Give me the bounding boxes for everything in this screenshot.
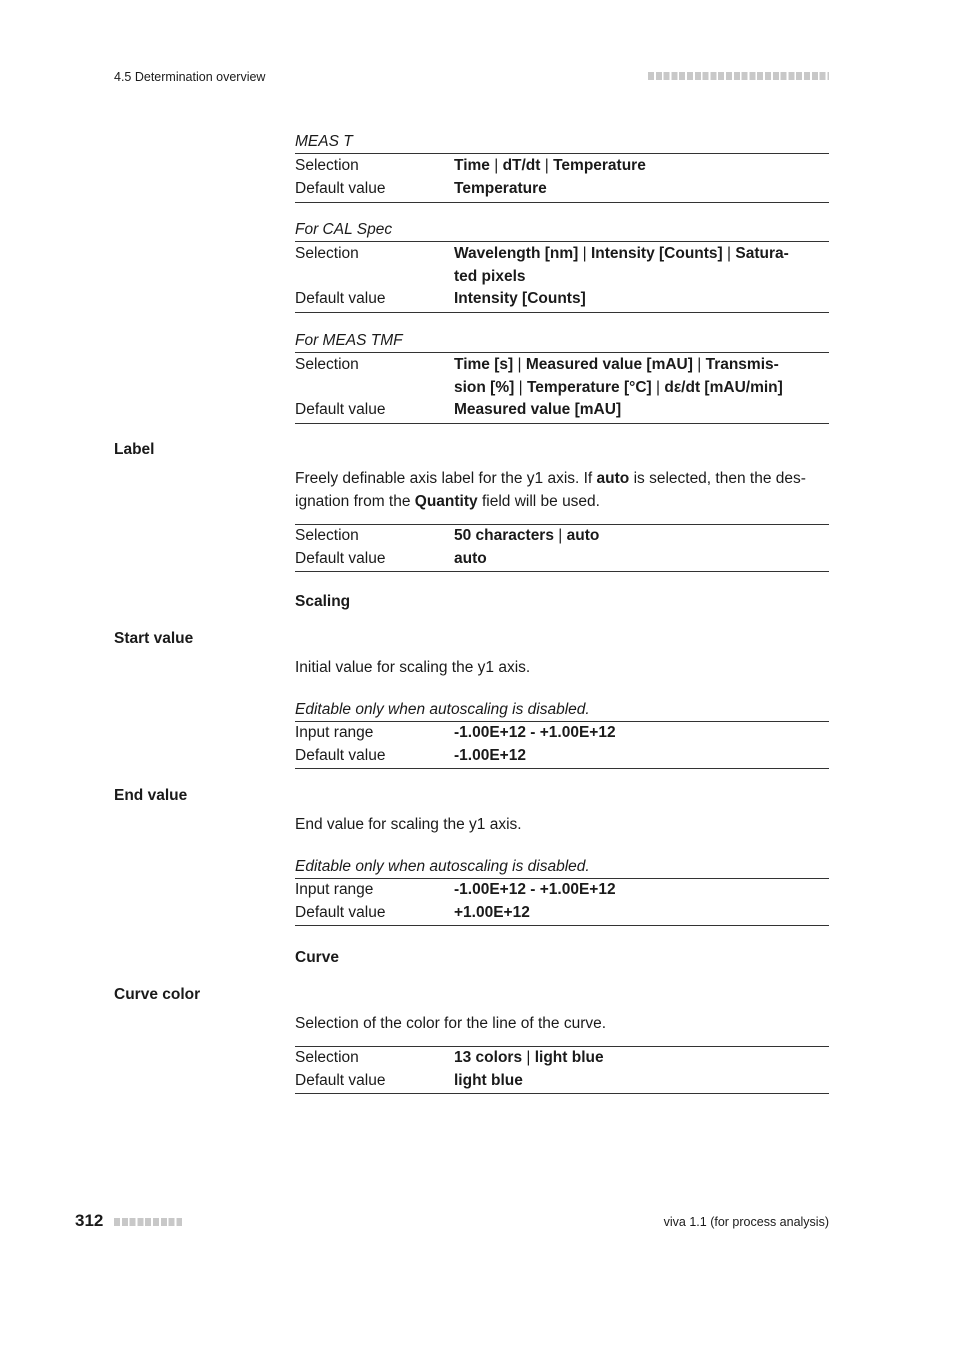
table-caption: MEAS T	[295, 133, 353, 150]
table-caption: Editable only when autoscaling is disabled.	[295, 858, 590, 875]
default-row: Default value Temperature	[295, 179, 547, 197]
meas-tmf-table	[295, 330, 829, 424]
end-value-heading: End value	[114, 787, 188, 804]
selection-row: Selection Time | dT/dt | Temperature	[295, 157, 646, 174]
table-caption: For CAL Spec	[295, 221, 393, 238]
default-row: Default value auto	[295, 549, 487, 567]
page-number: 312	[75, 1211, 104, 1230]
default-row: Default value +1.00E+12	[295, 903, 530, 921]
header-decoration	[648, 72, 829, 80]
curve-color-heading: Curve color	[114, 986, 201, 1003]
default-row: Default value -1.00E+12	[295, 746, 526, 764]
default-row: Default value light blue	[295, 1071, 523, 1089]
start-value-description: Initial value for scaling the y1 axis.	[295, 659, 531, 676]
footer-decoration	[114, 1218, 182, 1226]
label-table	[295, 524, 829, 572]
meas-t-table	[295, 131, 829, 203]
end-value-description: End value for scaling the y1 axis.	[295, 816, 522, 833]
label-description: Freely definable axis label for the y1 axis. If auto is selected, then the des- ignation from the Quantity field will be used.	[295, 470, 806, 510]
curve-heading: Curve	[295, 949, 339, 966]
default-row: Default value Measured value [mAU]	[295, 401, 622, 418]
scaling-heading: Scaling	[295, 593, 351, 610]
curve-color-description: Selection of the color for the line of the curve.	[295, 1015, 607, 1032]
label-heading: Label	[114, 441, 155, 458]
cal-spec-table	[295, 219, 829, 313]
start-value-table	[295, 699, 829, 769]
selection-row: Selection 50 characters | auto	[295, 527, 600, 544]
selection-row: Selection 13 colors | light blue	[295, 1049, 604, 1066]
selection-row: Selection Wavelength [nm] | Intensity [Counts] | Satura- ted pixels	[295, 245, 789, 285]
end-value-table	[295, 856, 829, 926]
product-name: viva 1.1 (for process analysis)	[663, 1215, 829, 1229]
running-header: 4.5 Determination overview	[114, 70, 266, 84]
default-row: Default value Intensity [Counts]	[295, 290, 586, 307]
table-caption: For MEAS TMF	[295, 332, 403, 349]
input-range-row: Input range -1.00E+12 - +1.00E+12	[295, 881, 616, 898]
input-range-row: Input range -1.00E+12 - +1.00E+12	[295, 724, 616, 741]
selection-row: Selection Time [s] | Measured value [mAU] | Transmis- sion [%] | Temperature [°C] | dε/dt [mAU/min]	[295, 356, 783, 396]
table-caption: Editable only when autoscaling is disabled.	[295, 701, 590, 718]
curve-color-table	[295, 1046, 829, 1094]
start-value-heading: Start value	[114, 630, 194, 647]
